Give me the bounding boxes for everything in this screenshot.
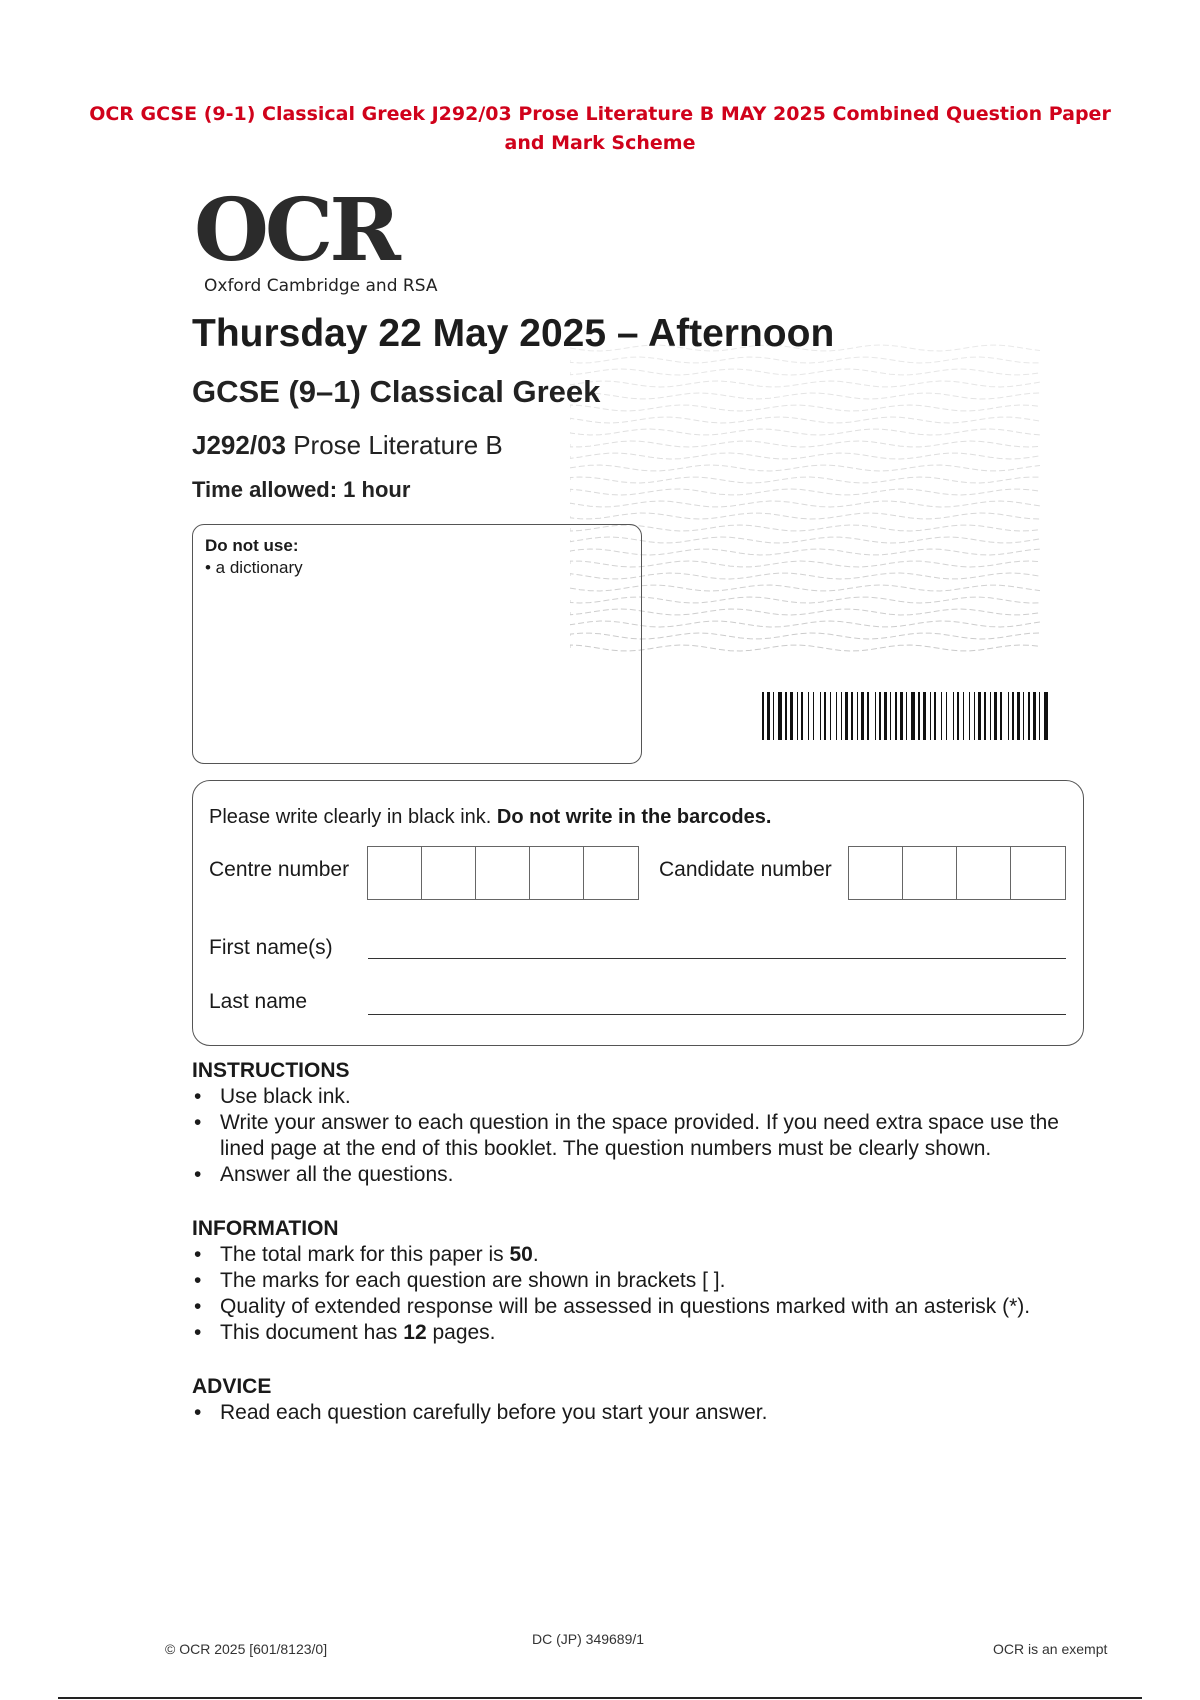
no-barcodes-warning: Do not write in the barcodes. (496, 806, 772, 828)
last-name-label: Last name (209, 990, 308, 1013)
barcode (760, 692, 1050, 750)
advice-heading: ADVICE (192, 1375, 272, 1398)
list-item: • The marks for each question are shown in brackets [ ]. (192, 1268, 1092, 1294)
page-count-suffix: pages. (426, 1321, 496, 1344)
list-item (192, 1320, 1092, 1346)
exam-date: Thursday 22 May 2025 – Afternoon (192, 312, 835, 355)
footer-rule (58, 1697, 1142, 1699)
centre-number-field[interactable] (367, 846, 639, 900)
footer-reference: DC (JP) 349689/1 (532, 1631, 645, 1647)
instructions-heading: INSTRUCTIONS (192, 1059, 350, 1082)
candidate-digit-box[interactable] (849, 847, 903, 899)
do-not-use-title: Do not use: (205, 536, 299, 555)
total-mark-text: The total mark for this paper is (220, 1243, 510, 1266)
list-item: • Quality of extended response will be assessed in questions marked with an asterisk (*). (192, 1294, 1092, 1320)
advice-list (192, 1400, 1092, 1426)
information-list (192, 1242, 1092, 1346)
centre-digit-box[interactable] (368, 847, 422, 899)
exam-paper (192, 430, 503, 461)
list-item: • Write your answer to each question in the space provided. If you need extra space use the lined page at the end of this booklet. The question numbers must be clearly shown. (192, 1110, 1092, 1162)
candidate-digit-box[interactable] (903, 847, 957, 899)
exam-subject: GCSE (9–1) Classical Greek (192, 374, 601, 409)
first-name-label: First name(s) (209, 936, 333, 959)
first-name-field[interactable] (368, 958, 1066, 959)
centre-digit-box[interactable] (530, 847, 584, 899)
candidate-digit-box[interactable] (957, 847, 1011, 899)
do-not-use-item: • a dictionary (205, 558, 303, 577)
centre-digit-box[interactable] (422, 847, 476, 899)
paper-title: Prose Literature B (293, 430, 503, 460)
list-item: • Answer all the questions. (192, 1162, 1092, 1188)
centre-digit-box[interactable] (584, 847, 638, 899)
page-count-value: 12 (403, 1321, 427, 1344)
centre-digit-box[interactable] (476, 847, 530, 899)
paper-code: J292/03 (192, 430, 286, 460)
footer-exempt: OCR is an exempt (993, 1641, 1108, 1657)
ocr-logo: OCR (194, 180, 397, 281)
list-item: • The total mark for this paper is 50. (192, 1242, 1092, 1268)
list-item: • Use black ink. (192, 1084, 1092, 1110)
instructions-list (192, 1084, 1092, 1188)
write-clearly-text: Please write clearly in black ink. (209, 806, 492, 828)
document-banner (60, 100, 1140, 158)
banner-line-1: OCR GCSE (9-1) Classical Greek J292/03 Prose Literature B MAY 2025 Combined Question Paper (89, 103, 1111, 125)
total-mark-value: 50 (509, 1243, 533, 1266)
centre-number-label: Centre number (209, 858, 350, 881)
candidate-number-field[interactable] (848, 846, 1066, 900)
candidate-number-label: Candidate number (659, 858, 832, 881)
candidate-digit-box[interactable] (1011, 847, 1065, 899)
time-allowed: Time allowed: 1 hour (192, 477, 411, 502)
information-heading: INFORMATION (192, 1217, 339, 1240)
last-name-field[interactable] (368, 1014, 1066, 1015)
page-count-text: This document has (220, 1321, 404, 1344)
ocr-logo-subtitle: Oxford Cambridge and RSA (204, 276, 438, 296)
list-item: • Read each question carefully before you start your answer. (192, 1400, 1092, 1426)
write-clearly-note (209, 806, 771, 829)
banner-line-2: and Mark Scheme (504, 132, 696, 154)
footer-copyright: © OCR 2025 [601/8123/0] (165, 1641, 328, 1657)
